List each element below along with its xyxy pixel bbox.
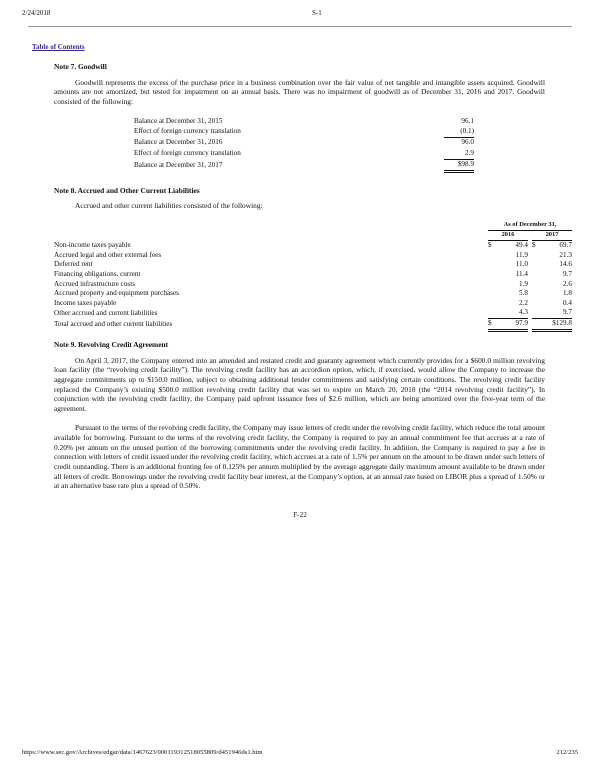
table-row: Non-income taxes payable $ 49.4 $ 69.7 (54, 241, 572, 250)
column-header-row (54, 230, 572, 241)
document-title: S-1 (312, 9, 322, 17)
accrued-liabilities-table (54, 220, 572, 332)
table-row: Effect of foreign currency translation (0.1) (134, 126, 474, 137)
note-7-heading: Note 7. Goodwill (54, 62, 107, 71)
note-8-intro: Accrued and other current liabilities consisted of the following: (75, 201, 263, 210)
table-row: Deferred rent 11.0 14.6 (54, 260, 572, 269)
column-header-2016: 2016 (488, 230, 528, 241)
note-9-section (54, 340, 545, 491)
table-row: Balance at December 31, 2017 $98.9 (134, 159, 474, 171)
header-divider (28, 26, 572, 27)
table-row: Balance at December 31, 2016 96.0 (134, 138, 474, 147)
note-7-paragraph: Goodwill represents the excess of the purchase price in a business combination over the fair value of net tangible and intangible assets acquired. Goodwill amounts are not amortized, but tested for impairment on an annual basis. There was no impairment of goodwill as of December 31, 2016 and 2017. Goodwill consisted of the following: (54, 77, 545, 106)
column-group-header (54, 220, 572, 230)
goodwill-table (134, 116, 474, 173)
print-page-count: 212/235 (556, 749, 578, 756)
column-header-2017: 2017 (532, 230, 572, 241)
table-row: Effect of foreign currency translation 2.9 (134, 148, 474, 159)
table-row: Accrued infrastructure costs 1.9 2.6 (54, 279, 572, 288)
table-row: Balance at December 31, 2015 96.1 (134, 116, 474, 125)
note-8-heading: Note 8. Accrued and Other Current Liabilities (54, 186, 200, 195)
table-row-total: Total accrued and other current liabilities $ 97.9 $129.8 (54, 318, 572, 330)
table-row: Accrued legal and other external fees 11.9 21.3 (54, 250, 572, 259)
source-url: https://www.sec.gov/Archives/edgar/data/1467623/000119312518055809/d451946ds1.htm (22, 749, 263, 756)
note-9-heading: Note 9. Revolving Credit Agreement (54, 340, 169, 349)
column-group-label: As of December 31, (488, 220, 572, 230)
table-row: Other accrued and current liabilities 4.3 9.7 (54, 308, 572, 317)
note-9-paragraph-1: On April 3, 2017, the Company entered into an amended and restated credit and guaranty agreement which currently provides for a $600.0 million revolving loan facility (the “revolving credit facility”). The revolving credit facility has an accordion option, which, if exercised, would allow the Company to increase the aggregate commitments up to $150.0 million, subject to obtaining additional lender commitments and satisfying certain conditions. The revolving credit facility replaced the Company’s existing $500.0 million revolving credit facility that was set to expire on March 20, 2018 (the “2014 revolving credit facility”). In conjunction with the revolving credit facility, the Company paid upfront issuance fees of $2.6 million, which are being amortized over the five-year term of the agreement. (54, 355, 545, 413)
note-9-paragraph-2: Pursuant to the terms of the revolving credit facility, the Company may issue letters of credit under the revolving credit facility, which reduce the total amount available for borrowing. Pursuant to the terms of the revolving credit facility, the Company is required to pay an annual commitment fee that accrues at a rate of 0.20% per annum on the unused portion of the borrowing commitments under the revolving credit facility. In addition, the Company is required to pay a fee in connection with letters of credit issued under the revolving credit facility, which accrues at a rate of 1.5% per annum on the amount to be drawn under such letters of credit outstanding. There is an additional fronting fee of 0.125% per annum multiplied by the average aggregate daily maximum amount available to be drawn under all letters of credit. Borrowings under the revolving credit facility bear interest, at the Company’s option, at an annual rate based on LIBOR plus a spread of 1.50% or at an alternative base rate plus a spread of 0.50%. (54, 423, 545, 491)
table-of-contents-link[interactable]: Table of Contents (32, 43, 85, 51)
print-header (22, 9, 578, 21)
table-row: Accrued property and equipment purchases 5.8 1.8 (54, 289, 572, 298)
note-7-section (54, 62, 545, 107)
table-row: Financing obligations, current 11.4 9.7 (54, 270, 572, 279)
table-row: Income taxes payable 2.2 0.4 (54, 298, 572, 307)
page-number: F-22 (293, 511, 307, 519)
print-date: 2/24/2018 (22, 9, 51, 17)
